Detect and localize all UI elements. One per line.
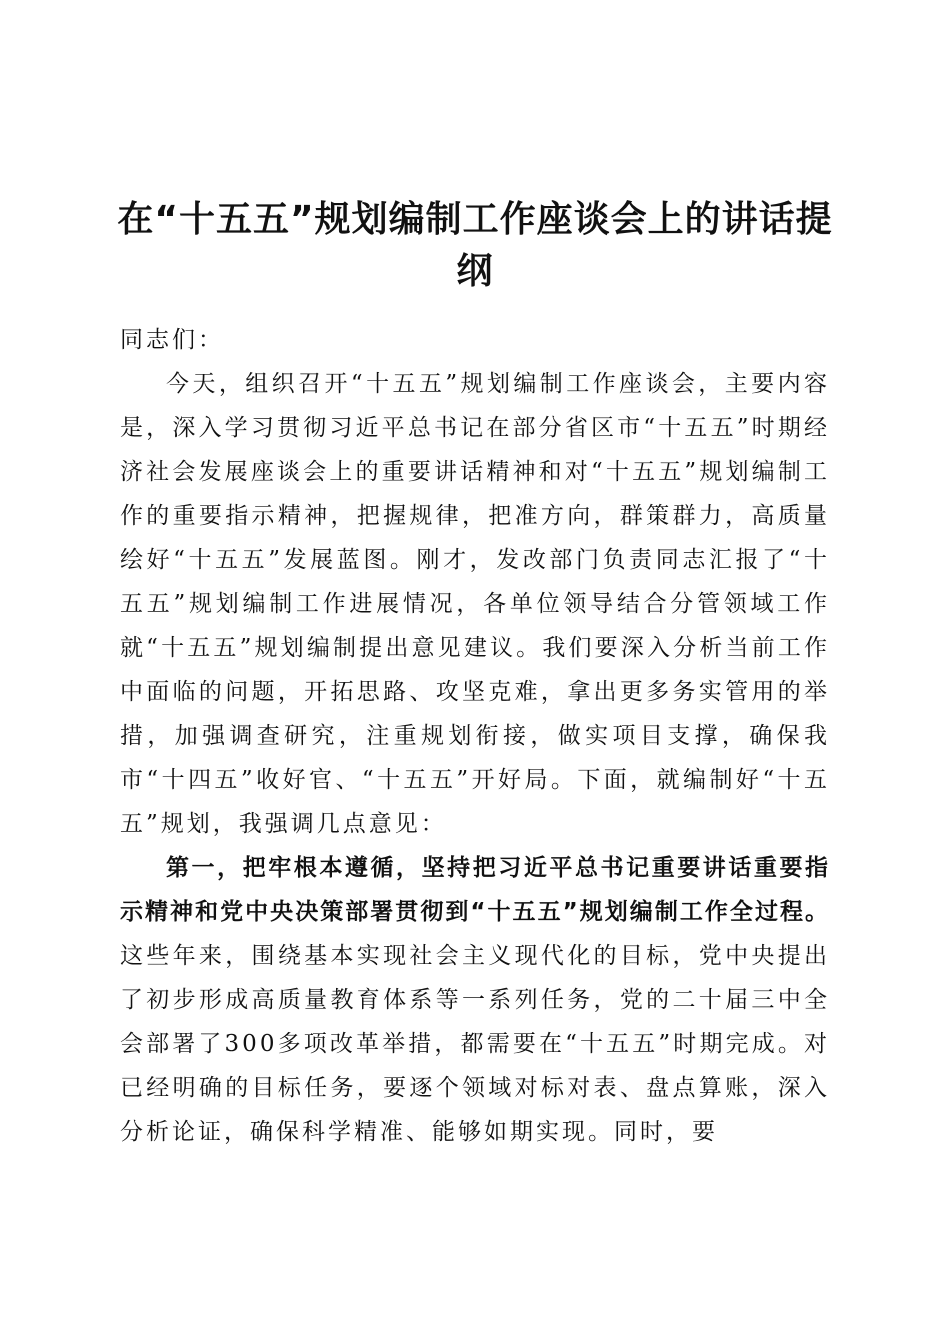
document-title: 在“十五五”规划编制工作座谈会上的讲话提纲 bbox=[117, 199, 833, 293]
paragraph-intro: 今天，组织召开“十五五”规划编制工作座谈会，主要内容是，深入学习贯彻习近平总书记在部分省区市“十五五”时期经济社会发展座谈会上的重要讲话精神和对“十五五”规划编制工作的重要指示精神，把握规律，把准方向，群策群力，高质量绘好“十五五”发展蓝图。刚才，发改部门负责同志汇报了“十五五”规划编制工作进展情况，各单位领导结合分管领域工作就“十五五”规划编制提出意见建议。我们要深入分析当前工作中面临的问题，开拓思路、攻坚克难，拿出更多务实管用的举措，加强调查研究，注重规划衔接，做实项目支撑，确保我市“十四五”收好官、“十五五”开好局。下面，就编制好“十五五”规划，我强调几点意见： bbox=[120, 371, 830, 837]
salutation: 同志们： bbox=[120, 327, 224, 353]
point-one-heading: 第一，把牢根本遵循，坚持把习近平总书记重要讲话重要指示精神和党中央决策部署贯彻到“十五五”规划编制工作全过程。 bbox=[120, 855, 830, 925]
document-body bbox=[120, 318, 830, 1154]
point-one-body: 这些年来，围绕基本实现社会主义现代化的目标，党中央提出了初步形成高质量教育体系等一系列任务，党的二十届三中全会部署了300多项改革举措，都需要在“十五五”时期完成。对已经明确的目标任务，要逐个领域对标对表、盘点算账，深入分析论证，确保科学精准、能够如期实现。同时，要 bbox=[120, 943, 830, 1145]
paragraph-point-one bbox=[120, 846, 830, 1154]
